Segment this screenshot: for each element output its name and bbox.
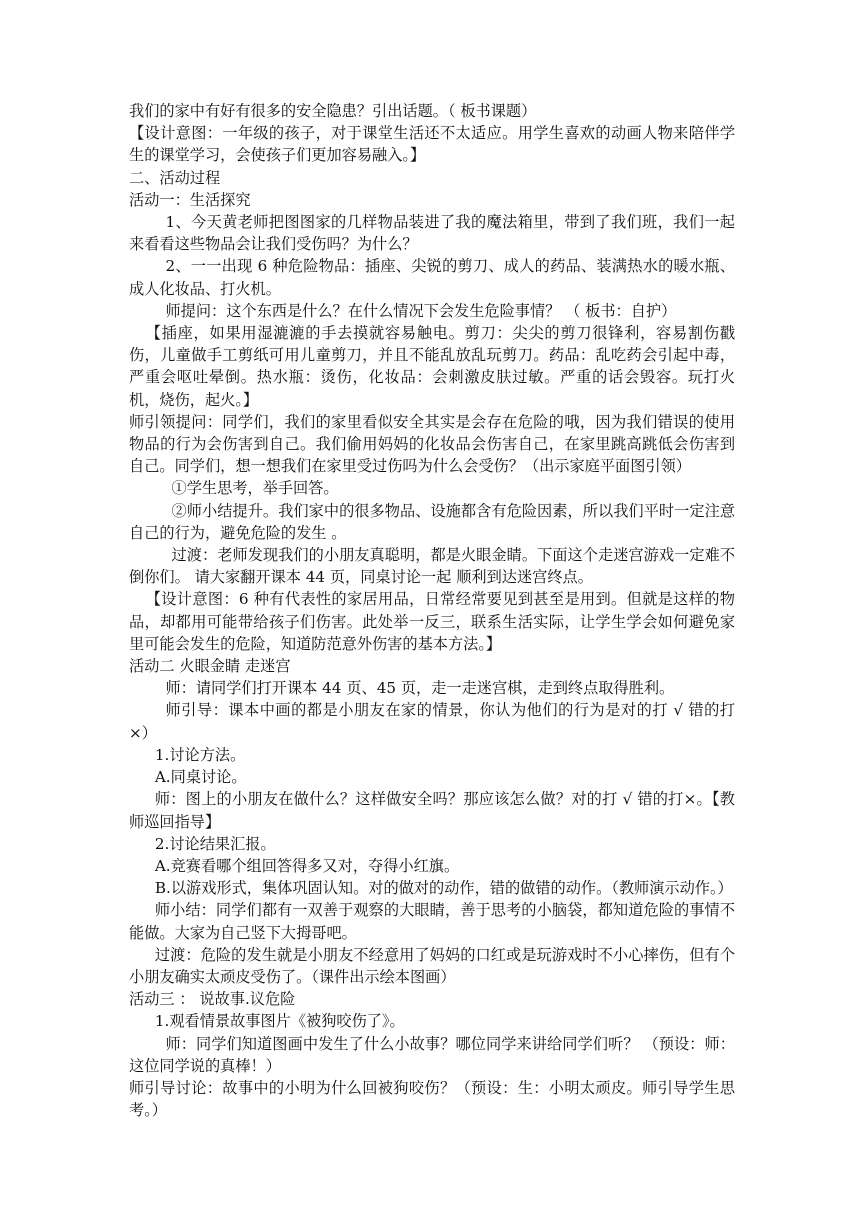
activity-1-step-1: 1、今天黄老师把图图家的几样物品装进了我的魔法箱里，带到了我们班，我们一起来看看这些物品会让我们受伤吗？为什么？ bbox=[129, 213, 735, 254]
activity-2-heading: 活动二 火眼金睛 走迷宫 bbox=[129, 657, 291, 676]
design-intent-2: 【设计意图：6 种有代表性的家居用品，日常经常要见到甚至是用到。但就是这样的物品，却都用可能带给孩子们伤害。此处举一反三，联系生活实际，让学生学会如何避免家里可能会发生的危险，知道防范意外伤害的基本方法。】 bbox=[129, 590, 735, 653]
activity-2-teacher: 师：请同学们打开课本 44 页、45 页，走一走迷宫棋，走到终点取得胜利。 bbox=[165, 679, 675, 698]
activity-1-step-2: 2、一一出现 6 种危险物品：插座、尖锐的剪刀、成人的药品、装满热水的暖水瓶、成人化妆品、打火机。 bbox=[129, 257, 735, 298]
danger-explanation: 【插座，如果用湿漉漉的手去摸就容易触电。剪刀：尖尖的剪刀很锋利，容易割伤戳伤，儿童做手工剪纸可用儿童剪刀，并且不能乱放乱玩剪刀。药品：乱吃药会引起中毒，严重会呕吐晕倒。热水瓶：烫伤，化妆品：会刺激皮肤过敏。严重的话会毁容。玩打火机，烧伤，起火。】 bbox=[129, 324, 735, 409]
activity-1-heading: 活动一：生活探究 bbox=[129, 190, 251, 209]
discussion-report: 2.讨论结果汇报。 bbox=[154, 834, 276, 853]
teacher-guided-discussion: 师引导讨论：故事中的小明为什么回被狗咬伤？（预设：生：小明太顽皮。师引导学生思考。） bbox=[129, 1078, 735, 1120]
transition-1: 过渡：老师发现我们的小朋友真聪明，都是火眼金睛。下面这个走迷宫游戏一定难不倒你们。 请大家翻开课本 44 页，同桌讨论一起 顺利到达迷宫终点。 bbox=[129, 546, 735, 587]
activity-3-heading: 活动三 ： 说故事.议危险 bbox=[129, 990, 296, 1009]
activity-2-guide: 师引导：课本中画的都是小朋友在家的情景，你认为他们的行为是对的打 √ 错的打×） bbox=[129, 701, 735, 742]
document-page bbox=[129, 100, 735, 1121]
student-think: ①学生思考，举手回答。 bbox=[171, 479, 339, 498]
teacher-picture-question: 师：图上的小朋友在做什么？这样做安全吗？那应该怎么做？对的打 √ 错的打×。【教师巡回指导】 bbox=[129, 790, 735, 831]
teacher-story-question: 师：同学们知道图画中发生了什么小故事？哪位同学来讲给同学们听？ （预设：师：这位同学说的真棒！） bbox=[129, 1034, 735, 1075]
teacher-summary-2: 师小结：同学们都有一双善于观察的大眼睛，善于思考的小脑袋，都知道危险的事情不能做。大家为自己竖下大拇哥吧。 bbox=[129, 901, 735, 942]
competition: A.竞赛看哪个组回答得多又对，夺得小红旗。 bbox=[154, 856, 460, 875]
design-intent-1: 【设计意图：一年级的孩子，对于课堂生活还不太适应。用学生喜欢的动画人物来陪伴学生的课堂学习，会使孩子们更加容易融入。】 bbox=[129, 124, 735, 165]
section-heading: 二、活动过程 bbox=[129, 168, 221, 187]
story-picture: 1.观看情景故事图片《被狗咬伤了》。 bbox=[154, 1012, 405, 1031]
desk-discussion: A.同桌讨论。 bbox=[154, 768, 247, 787]
teacher-question: 师提问：这个东西是什么？在什么情况下会发生危险事情？ （ 板书：自护） bbox=[165, 301, 677, 320]
intro-paragraph: 我们的家中有好有很多的安全隐患？引出话题。（ 板书课题） bbox=[129, 102, 537, 120]
teacher-summary-1: ②师小结提升。我们家中的很多物品、设施都含有危险因素，所以我们平时一定注意自己的行为，避免危险的发生 。 bbox=[129, 501, 735, 542]
game-form: B.以游戏形式，集体巩固认知。对的做对的动作，错的做错的动作。（教师演示动作。） bbox=[154, 879, 733, 898]
teacher-guided-question: 师引领提问：同学们，我们的家里看似安全其实是会存在危险的哦，因为我们错误的使用物品的行为会伤害到自己。我们偷用妈妈的化妆品会伤害自己，在家里跳高跳低会伤害到自己。同学们，想一想我们在家里受过伤吗为什么会受伤？（出示家庭平面图引领） bbox=[129, 412, 735, 476]
transition-2: 过渡：危险的发生就是小朋友不经意用了妈妈的口红或是玩游戏时不小心摔伤，但有个小朋友确实太顽皮受伤了。（课件出示绘本图画） bbox=[129, 945, 735, 986]
discussion-method: 1.讨论方法。 bbox=[154, 745, 246, 764]
